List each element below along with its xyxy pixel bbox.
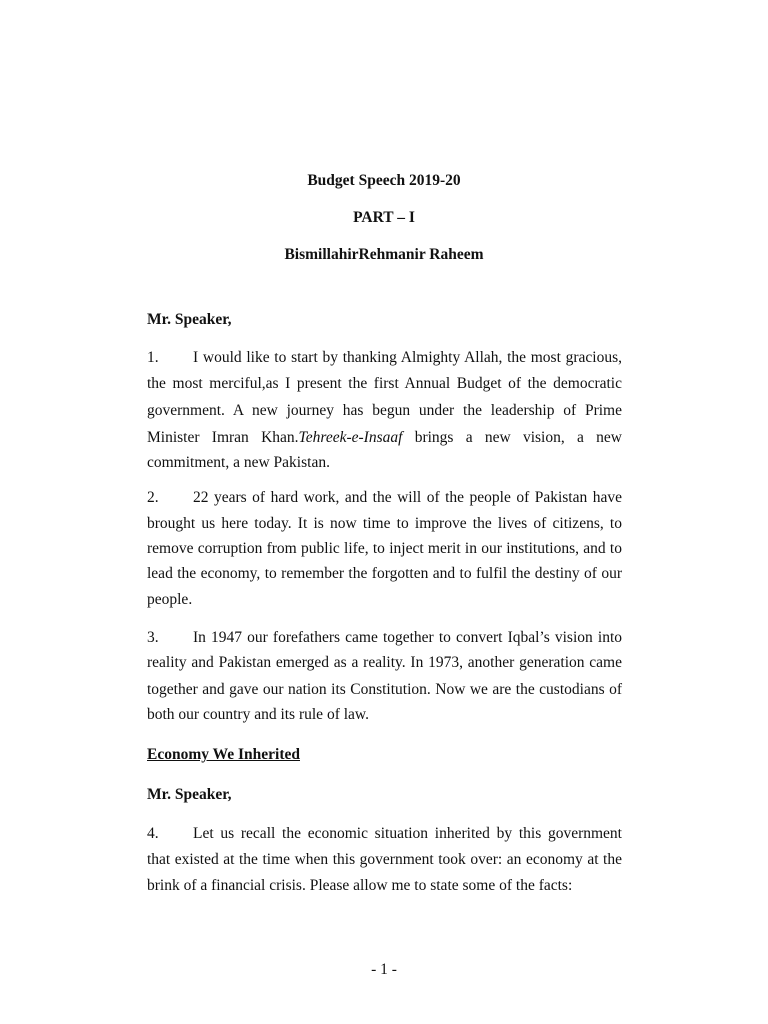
paragraph-number: 3.: [147, 629, 159, 646]
salutation: Mr. Speaker,: [147, 786, 232, 803]
party-name: Tehreek-e-Insaaf: [298, 429, 403, 446]
paragraph-2-line: remove corruption from public life, to inject merit in our institutions, and to: [147, 540, 622, 557]
paragraph-3-line: reality and Pakistan emerged as a reality. In 1973, another generation came: [147, 654, 622, 671]
paragraph-2-line: lead the economy, to remember the forgotten and to fulfil the destiny of our: [147, 565, 622, 582]
paragraph-number: 4.: [147, 825, 159, 842]
paragraph-2-line: [147, 489, 622, 507]
paragraph-number: 2.: [147, 489, 159, 506]
paragraph-3-line: together and gave our nation its Constitution. Now we are the custodians of: [147, 681, 622, 698]
paragraph-1-line: commitment, a new Pakistan.: [147, 454, 330, 471]
document-title: Budget Speech 2019-20: [307, 172, 461, 189]
paragraph-3-line: [147, 629, 622, 647]
salutation: Mr. Speaker,: [147, 311, 232, 328]
paragraph-1-line: [147, 429, 622, 447]
bismillah: BismillahirRehmanir Raheem: [284, 246, 484, 263]
paragraph-1-line: government. A new journey has begun under the leadership of Prime: [147, 402, 622, 419]
paragraph-1-line: [147, 349, 622, 367]
line-text: In 1947 our forefathers came together to convert Iqbal’s vision into: [193, 629, 622, 646]
paragraph-3-line: both our country and its rule of law.: [147, 706, 369, 723]
paragraph-4-line: brink of a financial crisis. Please allow me to state some of the facts:: [147, 877, 573, 894]
paragraph-2-line: people.: [147, 591, 193, 608]
part-heading: PART – I: [353, 209, 415, 226]
line-text: I would like to start by thanking Almighty Allah, the most gracious,: [193, 349, 622, 366]
paragraph-number: 1.: [147, 349, 159, 366]
paragraph-2-line: brought us here today. It is now time to improve the lives of citizens, to: [147, 515, 622, 532]
paragraph-1-line: the most merciful,as I present the first Annual Budget of the democratic: [147, 375, 622, 392]
line-text: brings a new vision, a new: [402, 429, 622, 446]
paragraph-4-line: [147, 825, 622, 843]
section-heading: Economy We Inherited: [147, 746, 300, 763]
paragraph-4-line: that existed at the time when this government took over: an economy at the: [147, 851, 622, 868]
line-text: Minister Imran Khan.: [147, 429, 299, 446]
line-text: Let us recall the economic situation inherited by this government: [193, 825, 622, 842]
page-number: - 1 -: [371, 961, 397, 978]
line-text: 22 years of hard work, and the will of the people of Pakistan have: [193, 489, 622, 506]
